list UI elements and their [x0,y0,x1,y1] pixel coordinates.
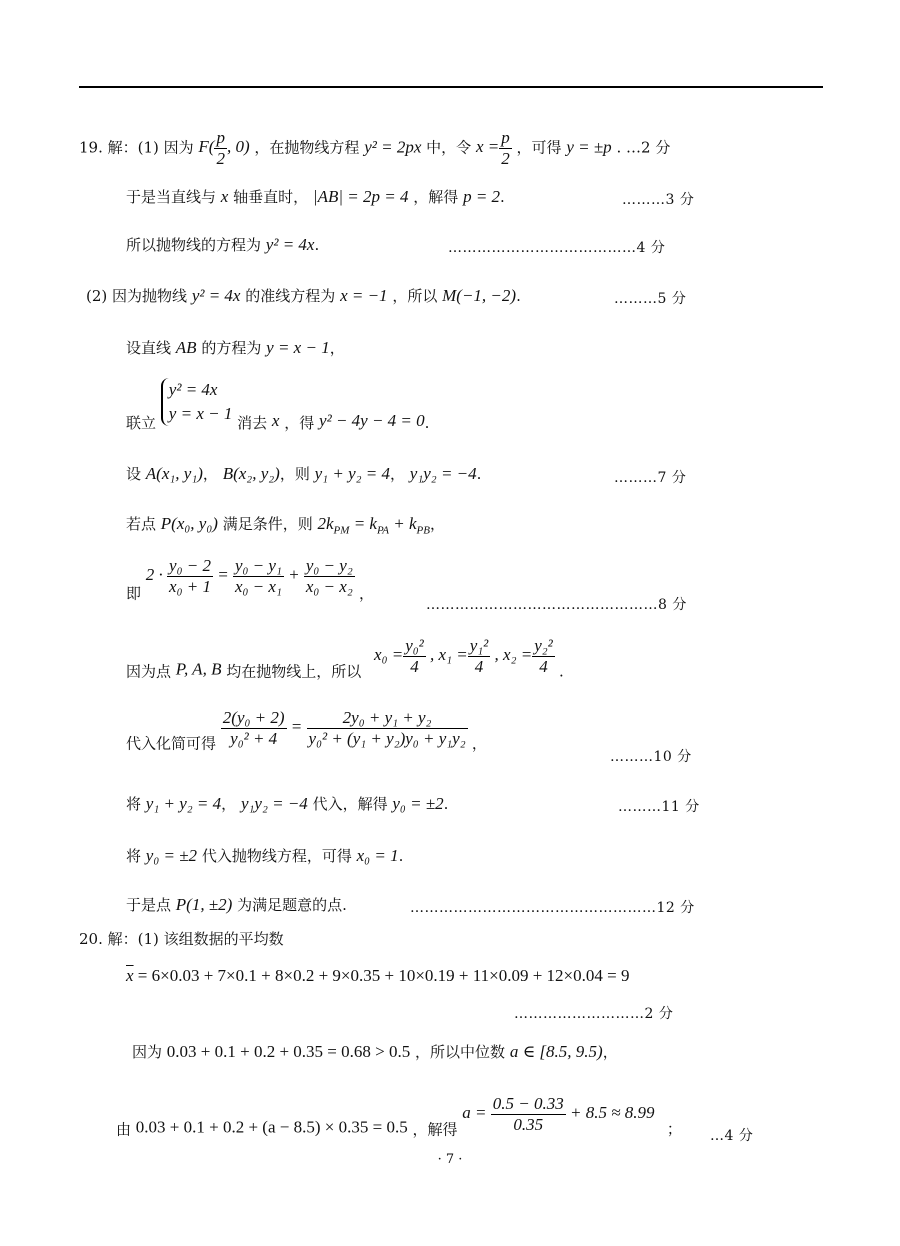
point-p: P(x₀, y₀) [160,514,218,533]
score-4: …………………………………4 分 [448,240,666,256]
point-b: B(x₂, y₂) [222,464,280,483]
q19-line-8: 若点 P(x₀, y₀) 满足条件，则 $2k_{PM} = k_{PA} + k_{PB}$， [126,514,445,537]
score-marker: . …2 分 [616,138,671,157]
mean-symbol: $\overline{x}$ [126,966,134,985]
q19-heading: 19. 解：(1) 因为 [79,138,194,157]
q19-line-9: 即 2 · $\frac{\text{y₀ − 2}}{\text{x₀ + 1}}$ = $\frac{\text{y₀ − y₁}}{\text{x₀ − x₁}}$ + $\frac{\text{y₀ − y₂}}{\text{x₀ − x₂}}$ ， [126,556,374,603]
header-rule [79,86,823,88]
answer-point: P(1, ±2) [175,895,233,914]
score-q20-2: ………………………2 分 [514,1006,674,1022]
score-q20-4: …4 分 [710,1128,754,1144]
page-number: · 7 · [437,1152,463,1167]
median-interval: a ∈ [8.5, 9.5) [509,1042,603,1061]
q19-line-3: 所以抛物线的方程为 y² = 4x. [126,235,320,254]
score-8: …………………………………………8 分 [426,597,687,613]
slope-condition: $2k_{PM} = k_{PA} + k_{PB}$ [317,514,430,537]
let-x-equation: x = $\frac{p}{2}$ [475,128,510,168]
median-result: a = $\frac{0.5 - 0.33}{0.35}$ + 8.5 ≈ 8.99 [462,1094,655,1134]
score-5: ………5 分 [614,291,687,307]
q19-line-5: 设直线 AB 的方程为 y = x − 1， [126,338,345,357]
score-12: ……………………………………………12 分 [410,900,695,916]
q19-line-11: 代入化简可得 $\frac{\text{2(y₀ + 2)}}{\text{y₀² + 4}}$ = $\frac{\text{2y₀ + y₁ + y₂}}{\text{y₀² + (y₁ + y₂)y₀ + y₁y₂}}$ ， [126,708,487,753]
line-ab-equation: y = x − 1 [266,338,330,357]
score-11: ………11 分 [618,799,700,815]
q19-line-10: 因为点 P, A, B 均在抛物线上，所以 x₀ = $\frac{\text{y₀²}}{4}$ , x₁ = $\frac{\text{y₁²}}{4}$ , x₂ = $\frac{\text{y₂²}}{4}$ . [126,636,564,681]
simplified-equation: $\frac{\text{2(y₀ + 2)}}{\text{y₀² + 4}}$ = $\frac{\text{2y₀ + y₁ + y₂}}{\text{y₀² + (y₁ + y₂)y₀ + y₁y₂}}$ [222,708,466,748]
q19-line-1: 19. 解：(1) 因为 F( $\frac{p}{2}$ , 0) ，在抛物线方程 y² = 2px 中，令 x = $\frac{p}{2}$ ，可得 y = ±p . …2 分 [79,128,671,168]
q19-line-2: 于是当直线与 x 轴垂直时， |AB| = 2p = 4 ，解得 p = 2. [126,187,505,206]
focus-point: F( $\frac{p}{2}$ , 0) [198,128,250,168]
score-7: ………7 分 [614,470,687,486]
score-10: ………10 分 [610,749,692,765]
chord-length-equation: |AB| = 2p = 4 [312,187,409,206]
quadratic-equation: y² − 4y − 4 = 0 [319,411,425,430]
slope-fraction-equation: 2 · $\frac{\text{y₀ − 2}}{\text{x₀ + 1}}$ = $\frac{\text{y₀ − y₁}}{\text{x₀ − x₁}}$ + $\frac{\text{y₀ − y₂}}{\text{x₀ − x₂}}$ [145,556,353,596]
point-a: A(x₁, y₁) [145,464,203,483]
directrix-equation: x = −1 [340,286,388,305]
q20-heading: 20. 解：(1) 该组数据的平均数 [79,930,284,948]
parabola-result: y² = 4x [265,235,315,254]
point-m: M(−1, −2) [442,286,517,305]
parabola-equation: y² = 2px [364,137,422,157]
q20-median-line: 因为 0.03 + 0.1 + 0.2 + 0.35 = 0.68 > 0.5 ，所以中位数 a ∈ [8.5, 9.5)， [132,1042,618,1061]
x0-result: x₀ = 1 [356,846,399,865]
equation-system: y² = 4x y = x − 1 [161,378,233,426]
score-3: ………3 分 [622,192,695,208]
q19-line-6: 联立 y² = 4x y = x − 1 消去 x ，得 y² − 4y − 4 = 0. [126,380,430,432]
y-result: y = ±p [566,137,612,157]
q20-mean-equation: $\overline{x} = 6\times 0.03 + 7\times 0.1 + 8\times 0.2 + 9\times 0.35 + 10\times 0.19 + 11\times 0.09 + 12\times 0.04 = 9$ [126,966,630,985]
q19-line-14: 于是点 P(1, ±2) 为满足题意的点. [126,895,347,914]
q20-median-solve: 由 0.03 + 0.1 + 0.2 + (a − 8.5) × 0.35 = 0.5 ，解得 a = $\frac{0.5 - 0.33}{0.35}$ + 8.5 ≈ 8.99 ； [116,1094,682,1139]
q19-line-13: 将 y₀ = ±2 代入抛物线方程，可得 x₀ = 1. [126,846,404,865]
y0-result: y₀ = ±2 [392,794,444,813]
q19-line-4: (2) 因为抛物线 y² = 4x 的准线方程为 x = −1 ，所以 M(−1, −2). [86,286,521,305]
coordinate-relations: x₀ = $\frac{\text{y₀²}}{4}$ , x₁ = $\frac{\text{y₁²}}{4}$ , x₂ = $\frac{\text{y₂²}}{4}$ [374,636,553,676]
q19-line-7: 设 A(x₁, y₁)， B(x₂, y₂)，则 y₁ + y₂ = 4， y₁y₂ = −4. [126,464,482,483]
q19-line-12: 将 y₁ + y₂ = 4， y₁y₂ = −4 代入，解得 y₀ = ±2. [126,794,449,813]
p-value: p = 2 [463,187,501,206]
